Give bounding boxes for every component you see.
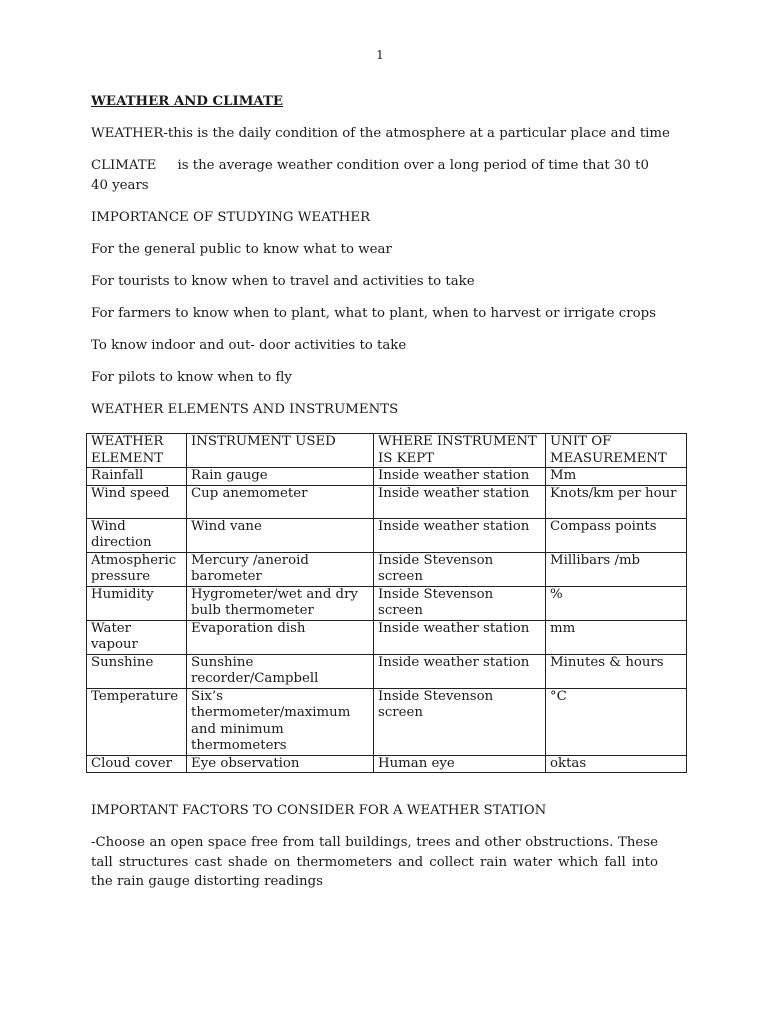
table-cell: Evaporation dish — [187, 620, 374, 654]
page-number: 1 — [376, 48, 384, 62]
table-cell: Inside weather station — [374, 468, 546, 486]
table-row — [87, 620, 687, 654]
importance-heading: IMPORTANCE OF STUDYING WEATHER — [91, 210, 371, 225]
table-row — [87, 654, 687, 688]
table-row — [87, 586, 687, 620]
table-cell: Wind vane — [187, 518, 374, 552]
header-where-kept: WHERE INSTRUMENT IS KEPT — [374, 434, 546, 468]
header-unit: UNIT OF MEASUREMENT — [546, 434, 687, 468]
table-cell: Inside weather station — [374, 518, 546, 552]
table-cell: Mercury /aneroid barometer — [187, 552, 374, 586]
climate-definition — [91, 156, 651, 196]
table-cell: Atmospheric pressure — [87, 552, 187, 586]
table-cell: Inside weather station — [374, 654, 546, 688]
importance-item: For tourists to know when to travel and activities to take — [91, 274, 475, 289]
table-cell: Minutes & hours — [546, 654, 687, 688]
importance-item: For pilots to know when to fly — [91, 370, 292, 385]
table-row — [87, 755, 687, 773]
table-header-row — [87, 434, 687, 468]
table-cell: Sunshine — [87, 654, 187, 688]
weather-elements-table-wrap — [86, 433, 687, 773]
table-cell: mm — [546, 620, 687, 654]
importance-item: For the general public to know what to wear — [91, 242, 392, 257]
table-cell: Temperature — [87, 688, 187, 755]
table-cell: Rainfall — [87, 468, 187, 486]
climate-text: is the average weather condition over a long period of time that 30 t0 40 years — [91, 158, 649, 193]
table-cell: Human eye — [374, 755, 546, 773]
table-cell: Inside Stevenson screen — [374, 688, 546, 755]
table-cell: Millibars /mb — [546, 552, 687, 586]
elements-heading: WEATHER ELEMENTS AND INSTRUMENTS — [91, 402, 399, 417]
table-cell: Cloud cover — [87, 755, 187, 773]
table-row — [87, 518, 687, 552]
factors-heading: IMPORTANT FACTORS TO CONSIDER FOR A WEATHER STATION — [91, 803, 547, 818]
table-cell: oktas — [546, 755, 687, 773]
table-cell: Water vapour — [87, 620, 187, 654]
table-cell: Mm — [546, 468, 687, 486]
importance-item: To know indoor and out- door activities to take — [91, 338, 407, 353]
table-cell: Rain gauge — [187, 468, 374, 486]
table-cell: Humidity — [87, 586, 187, 620]
table-cell: Cup anemometer — [187, 485, 374, 518]
climate-term: CLIMATE — [91, 158, 157, 173]
header-instrument-used: INSTRUMENT USED — [187, 434, 374, 468]
header-weather-element: WEATHER ELEMENT — [87, 434, 187, 468]
table-cell: Eye observation — [187, 755, 374, 773]
table-row — [87, 485, 687, 518]
table-cell: °C — [546, 688, 687, 755]
table-cell: Six’s thermometer/maximum and minimum thermometers — [187, 688, 374, 755]
table-cell: Hygrometer/wet and dry bulb thermometer — [187, 586, 374, 620]
table-cell: Inside weather station — [374, 485, 546, 518]
document-title: WEATHER AND CLIMATE — [91, 94, 284, 109]
table-cell: % — [546, 586, 687, 620]
factors-paragraph: -Choose an open space free from tall buildings, trees and other obstructions. These tall structures cast shade on thermometers and collect rain water which fall into the rain gauge distorting readings — [91, 835, 658, 889]
table-row — [87, 468, 687, 486]
table-cell: Knots/km per hour — [546, 485, 687, 518]
table-row — [87, 552, 687, 586]
table-cell: Wind speed — [87, 485, 187, 518]
importance-item: For farmers to know when to plant, what to plant, when to harvest or irrigate crops — [91, 306, 656, 321]
weather-definition: WEATHER-this is the daily condition of the atmosphere at a particular place and time — [91, 126, 670, 141]
table-cell: Sunshine recorder/Campbell — [187, 654, 374, 688]
weather-elements-table — [86, 433, 687, 773]
table-cell: Inside Stevenson screen — [374, 586, 546, 620]
table-cell: Wind direction — [87, 518, 187, 552]
table-cell: Inside Stevenson screen — [374, 552, 546, 586]
table-cell: Inside weather station — [374, 620, 546, 654]
table-cell: Compass points — [546, 518, 687, 552]
table-row — [87, 688, 687, 755]
